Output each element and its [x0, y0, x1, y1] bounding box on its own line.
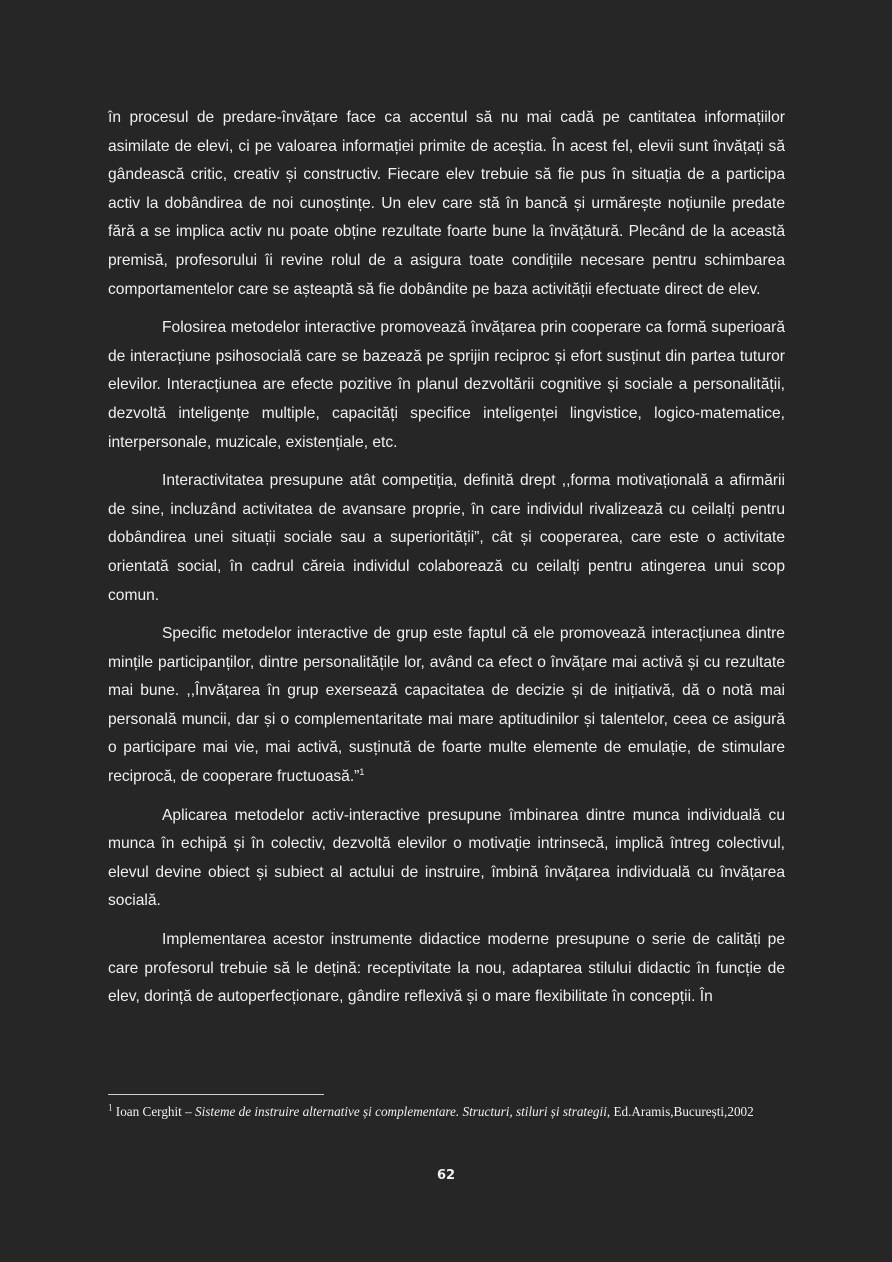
paragraph-4 — [108, 620, 785, 792]
page-number: 62 — [436, 1168, 456, 1183]
footnote — [108, 1102, 785, 1121]
paragraph-6: Implementarea acestor instrumente didactice moderne presupune o serie de calități pe care profesorul trebuie să le dețină: receptivitate la nou, adaptarea stilului didactic în funcție de elev, dorință de autoperfecționare, gândire reflexivă și o mare flexibilitate în concepții. În — [108, 931, 785, 1006]
footnote-title: Sisteme de instruire alternative și complementare. Structuri, stiluri și strategii — [195, 1104, 607, 1119]
footnote-author: Ioan Cerghit – — [115, 1104, 196, 1119]
paragraph-1: în procesul de predare-învățare face ca accentul să nu mai cadă pe cantitatea informațiilor asimilate de elevi, ci pe valoarea informației primite de aceștia. În acest fel, elevii sunt învățați să gândească critic, creativ și constructiv. Fiecare elev trebuie să fie pus în situația de a participa activ la dobândirea de noi cunoștințe. Un elev care stă în bancă și urmărește noțiunile predate fără a se implica activ nu poate obține rezultate foarte bune la învățătură. Plecând de la această premisă, profesorului îi revine rolul de a asigura toate condițiile necesare pentru schimbarea comportamentelor care se așteaptă să fie dobândite pe baza activității efectuate direct de elev. — [108, 109, 785, 298]
paragraph-2: Folosirea metodelor interactive promovează învățarea prin cooperare ca formă superioară de interacțiune psihosocială care se bazează pe sprijin reciproc și efort susținut din partea tuturor elevilor. Interacțiunea are efecte pozitive în planul dezvoltării cognitive și sociale a personalității, dezvoltă inteligențe multiple, capacități specifice inteligenței lingvistice, logico-matematice, interpersonale, muzicale, existențiale, etc. — [108, 319, 785, 451]
footnote-separator — [108, 1094, 324, 1095]
footnote-number: 1 — [108, 1102, 113, 1113]
footnote-publisher: , Ed.Aramis,București,2002 — [606, 1104, 754, 1119]
paragraph-4-text: Specific metodelor interactive de grup este faptul că ele promovează interacțiunea dintre mințile participanților, dintre personalitățile lor, având ca efect o învățare mai activă și cu rezultate mai bune. ,,Învățarea în grup exersează capacitatea de decizie și de inițiativă, dă o notă mai personală muncii, dar și o complementaritate mai mare aptitudinilor și talentelor, ceea ce asigură o participare mai vie, mai activă, susținută de foarte multe elemente de emulație, de stimulare reciprocă, de cooperare fructuoasă.” — [108, 625, 785, 786]
body-text — [108, 104, 785, 1022]
paragraph-5: Aplicarea metodelor activ-interactive presupune îmbinarea dintre munca individuală cu munca în echipă și în colectiv, dezvoltă elevilor o motivație intrinsecă, implică întreg colectivul, elevul devine obiect și subiect al actului de instruire, îmbină învățarea individuală cu învățarea socială. — [108, 806, 785, 910]
paragraph-3: Interactivitatea presupune atât competiția, definită drept ,,forma motivațională a afirmării de sine, incluzând activitatea de avansare proprie, în care individul rivalizează cu ceilalți pentru dobândirea unei situații sociale sau a superiorității”, cât și cooperarea, care este o activitate orientată social, în cadrul căreia individul colaborează cu ceilalți pentru atingerea unui scop comun. — [108, 472, 785, 604]
footnote-reference: 1 — [359, 766, 365, 777]
